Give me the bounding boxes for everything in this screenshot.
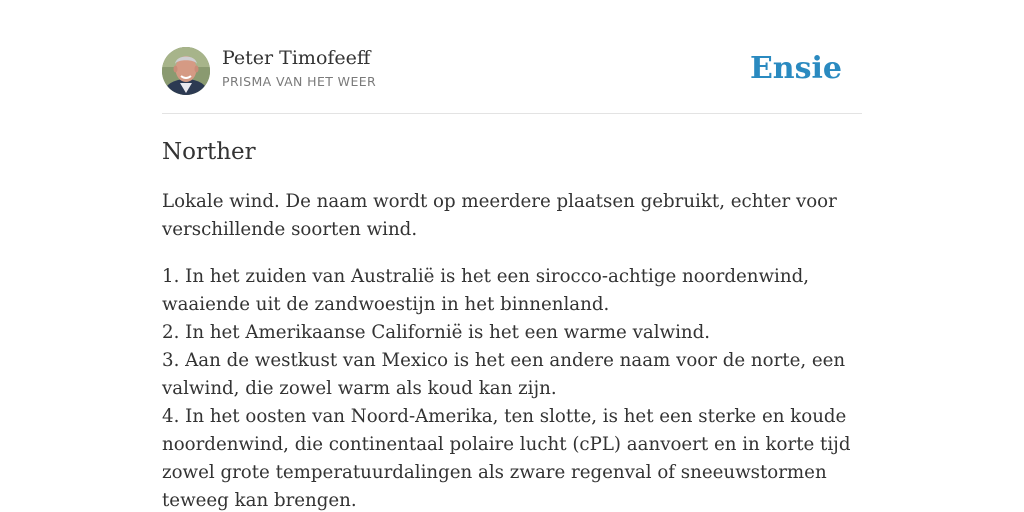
article-content	[162, 136, 867, 512]
brand-logo[interactable]: Ensie	[749, 51, 842, 86]
list-item: 2. In het Amerikaanse Californië is het een warme valwind.	[162, 322, 711, 343]
author-source[interactable]: PRISMA VAN HET WEER	[222, 74, 377, 89]
article-title: Norther	[162, 139, 256, 165]
author-avatar[interactable]	[162, 47, 210, 95]
author-name[interactable]: Peter Timofeeff	[222, 47, 371, 69]
list-item: 1. In het zuiden van Australië is het een sirocco-achtige noordenwind, waaiende uit de zandwoestijn in het binnenland.	[162, 266, 809, 315]
article-list	[162, 263, 867, 512]
list-item: 4. In het oosten van Noord-Amerika, ten slotte, is het een sterke en koude noordenwind, die continentaal polaire lucht (cPL) aanvoert en in korte tijd zowel grote temperatuurdalingen als zware regenval of sneeuwstormen teweeg kan brengen.	[162, 406, 851, 511]
article-intro: Lokale wind. De naam wordt op meerdere plaatsen gebruikt, echter voor verschillende soorten wind.	[162, 191, 837, 240]
author-header	[162, 46, 862, 96]
list-item: 3. Aan de westkust van Mexico is het een andere naam voor de norte, een valwind, die zowel warm als koud kan zijn.	[162, 350, 846, 399]
header-divider	[162, 113, 862, 114]
avatar-photo	[162, 47, 210, 95]
